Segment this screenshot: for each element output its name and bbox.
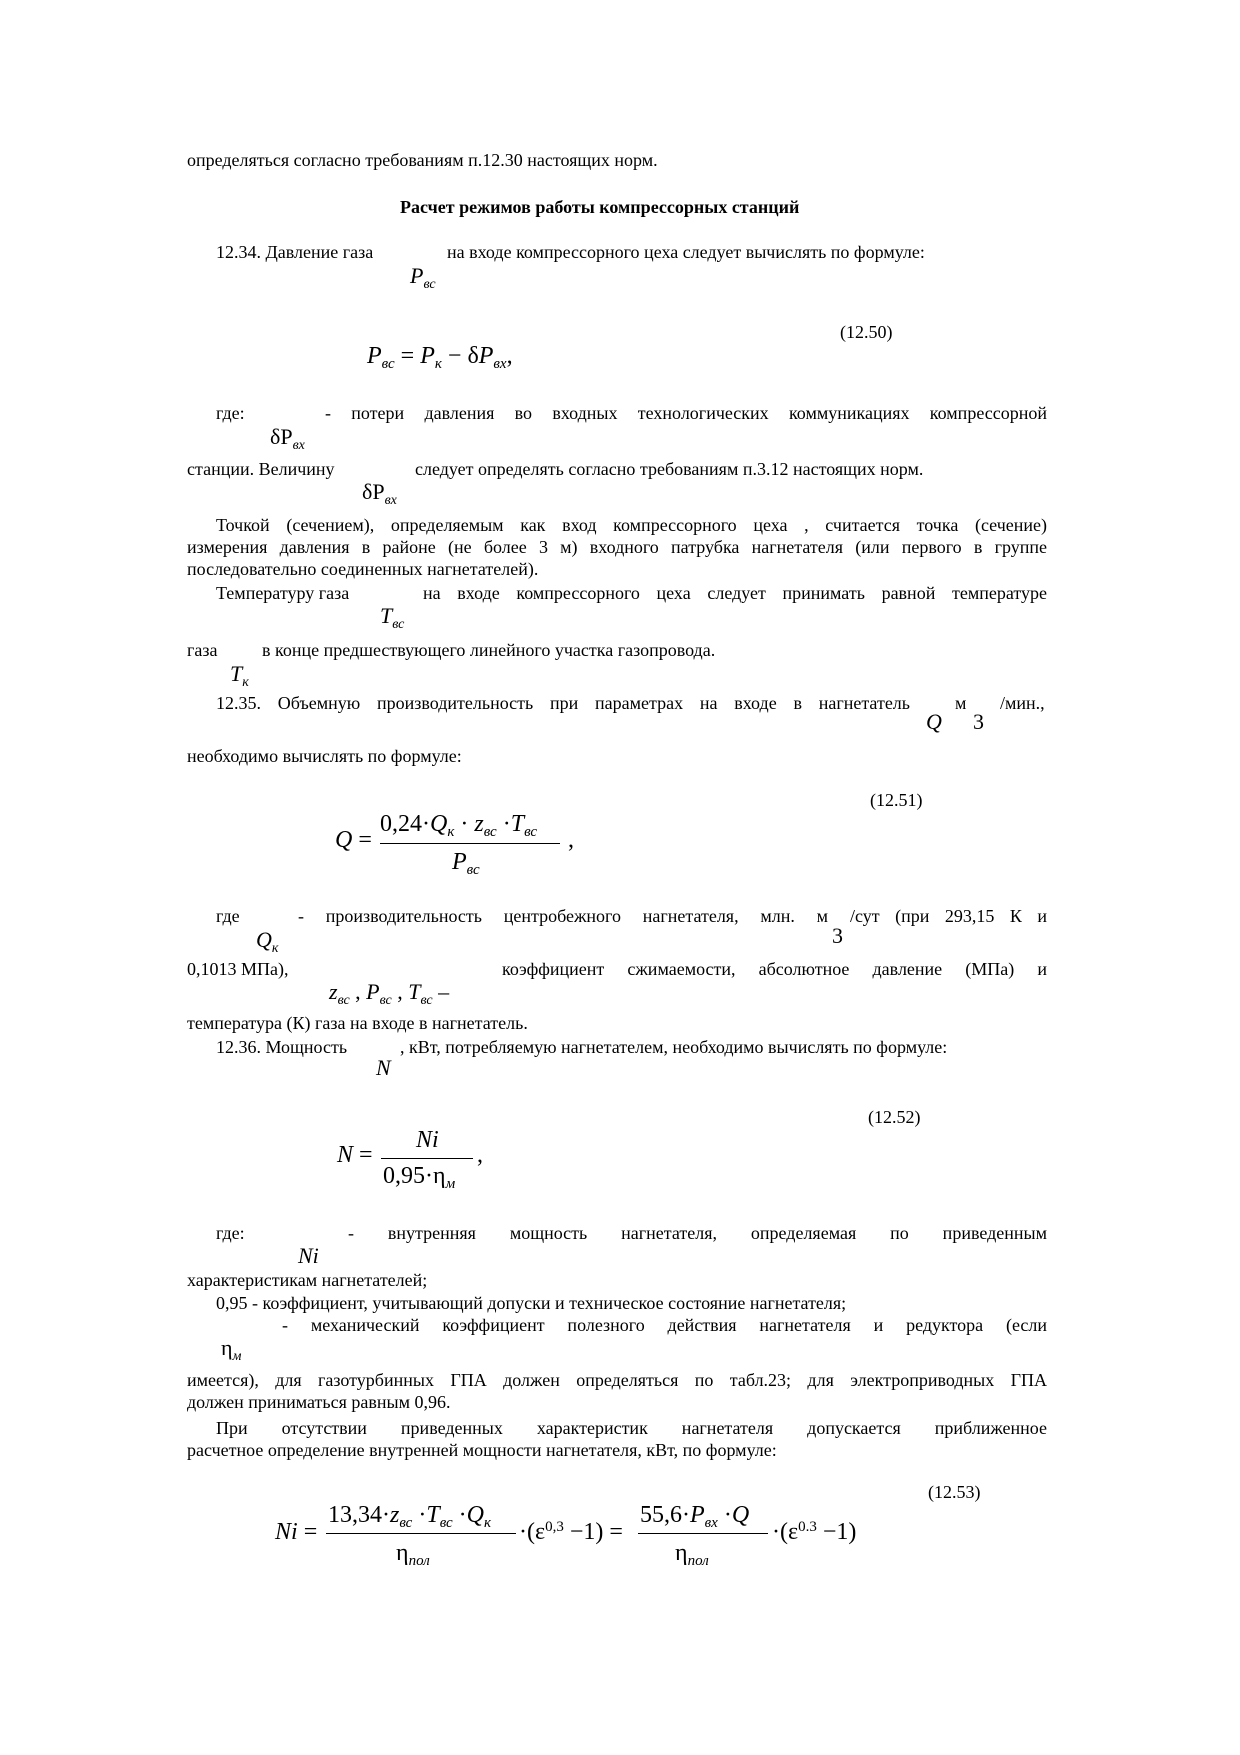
fraction-bar-12-53-a	[326, 1533, 516, 1534]
equation-number-12-50: (12.50)	[840, 322, 893, 342]
gas-label: газа	[187, 640, 218, 660]
temperature-text-end: на входе компрессорного цеха следует принимать равной температуре	[423, 583, 1047, 603]
equation-12-53-numerator-1: $13,34\cdot z_{вс} \cdot T_{вс} \cdot Q_к$	[328, 1502, 492, 1531]
equation-12-51-comma: ,	[568, 827, 574, 853]
unit-m: м	[955, 693, 967, 713]
point-paragraph-line-2: измерения давления в районе (не более 3 м) входного патрубка нагнетателя (или первого в группе	[187, 537, 1047, 557]
equation-12-53-denominator-2: $\eta_{пол}$	[675, 1540, 709, 1569]
where-label-2: где	[216, 906, 240, 926]
pressure-reference: 0,1013 МПа),	[187, 959, 289, 979]
where-q-definition-end: /сут (при 293,15 К и	[850, 906, 1047, 926]
symbol-t-vs: $T_{вс}$	[380, 603, 405, 632]
superscript-3-b: 3	[832, 923, 843, 948]
equation-12-53-lhs: Ni =	[275, 1519, 318, 1545]
efficiency-rule-line-1: имеется), для газотурбинных ГПА должен определяться по табл.23; для электроприводных ГПА	[187, 1370, 1047, 1390]
point-paragraph-line-3: последовательно соединенных нагнетателей).	[187, 559, 539, 579]
fraction-bar-12-53-b	[638, 1533, 768, 1534]
equation-12-52-numerator: Ni	[416, 1127, 439, 1153]
symbol-n: N	[376, 1055, 391, 1080]
compressibility-text: коэффициент сжимаемости, абсолютное давление (МПа) и	[502, 959, 1047, 979]
absent-characteristics-line-2: расчетное определение внутренней мощности нагнетателя, кВт, по формуле:	[187, 1440, 777, 1460]
clause-12-36-start: 12.36. Мощность	[216, 1037, 348, 1057]
paragraph-continuation: определяться согласно требованиям п.12.30 настоящих норм.	[187, 150, 658, 170]
symbol-eta-m: $\eta_м$	[221, 1335, 242, 1364]
superscript-3: 3	[973, 709, 984, 734]
efficiency-rule-line-2: должен приниматься равным 0,96.	[187, 1392, 451, 1412]
equation-12-52-lhs: N =	[337, 1142, 373, 1168]
equation-12-51-denominator: $P_{вс}$	[452, 849, 480, 878]
equation-12-53-numerator-2: $55,6\cdot P_{вх} \cdot Q$	[640, 1502, 750, 1531]
station-text-end: следует определять согласно требованиям п.3.12 настоящих норм.	[415, 459, 924, 479]
section-heading: Расчет режимов работы компрессорных станций	[400, 197, 800, 217]
equation-number-12-53: (12.53)	[928, 1482, 981, 1502]
unit-per-min: /мин.,	[1000, 693, 1045, 713]
symbol-q: Q	[926, 709, 942, 734]
equation-12-53-bracket-1: $\cdot(\varepsilon^{0,3} -1)$ =	[519, 1519, 623, 1545]
symbol-ni: Ni	[298, 1243, 319, 1268]
characteristics-text: характеристикам нагнетателей;	[187, 1270, 428, 1290]
temperature-inlet-text: температура (К) газа на входе в нагнетатель.	[187, 1013, 528, 1033]
where-ni-definition: - внутренняя мощность нагнетателя, определяемая по приведенным	[348, 1223, 1047, 1243]
point-paragraph-line-1: Точкой (сечением), определяемым как вход компрессорного цеха , считается точка (сечение)	[216, 515, 1047, 535]
where-q-definition: - производительность центробежного нагнетателя, млн. м	[298, 906, 828, 926]
equation-12-53-bracket-2: $\cdot(\varepsilon^{0.3} -1)$	[772, 1519, 857, 1545]
symbol-delta-p-vx-2: $\delta P_{вх}$	[362, 479, 397, 508]
equation-number-12-51: (12.51)	[870, 790, 923, 810]
clause-12-34-start: 12.34. Давление газа	[216, 242, 374, 262]
symbols-z-p-t: $z_{вс}$ , $P_{вс}$ , $T_{вс}$ –	[329, 979, 450, 1008]
where-label-3: где:	[216, 1223, 245, 1243]
absent-characteristics-line-1: При отсутствии приведенных характеристик нагнетателя допускается приближенное	[216, 1418, 1047, 1438]
equation-number-12-52: (12.52)	[868, 1107, 921, 1127]
temperature-text-start: Температуру газа	[216, 583, 350, 603]
equation-12-51-numerator: $0,24\cdot Q_к \cdot z_{вс} \cdot T_{вс}$	[380, 811, 538, 840]
equation-12-52-comma: ,	[477, 1142, 483, 1168]
equation-12-53-denominator-1: $\eta_{пол}$	[396, 1540, 430, 1569]
symbol-delta-p-vx: $\delta P_{вх}$	[270, 424, 305, 453]
clause-12-36-end: , кВт, потребляемую нагнетателем, необходимо вычислять по формуле:	[400, 1037, 948, 1057]
symbol-p-vs: $P_{вс}$	[410, 263, 436, 292]
gas-text: в конце предшествующего линейного участка газопровода.	[262, 640, 716, 660]
mechanical-efficiency-text: - механический коэффициент полезного действия нагнетателя и редуктора (если	[282, 1315, 1047, 1335]
clause-12-35-start: 12.35. Объемную производительность при параметрах на входе в нагнетатель	[216, 693, 910, 713]
station-text-start: станции. Величину	[187, 459, 335, 479]
equation-12-50: $P_{вс} = P_к - \delta P_{вх}$,	[367, 343, 513, 372]
symbol-t-k: $T_к$	[230, 661, 249, 690]
equation-12-51-lhs: Q =	[335, 827, 372, 853]
clause-12-34-end: на входе компрессорного цеха следует вычислять по формуле:	[447, 242, 925, 262]
coefficient-095-text: 0,95 - коэффициент, учитывающий допуски и техническое состояние нагнетателя;	[216, 1293, 847, 1313]
fraction-bar-12-51	[380, 843, 560, 844]
where-definition: - потери давления во входных технологических коммуникациях компрессорной	[325, 403, 1047, 423]
symbol-q-k: $Q_к$	[256, 927, 279, 956]
equation-12-52-denominator: $0,95\cdot\eta_м$	[383, 1163, 456, 1192]
where-label: где:	[216, 403, 245, 423]
fraction-bar-12-52	[381, 1158, 473, 1159]
clause-12-35-end: необходимо вычислять по формуле:	[187, 746, 462, 766]
